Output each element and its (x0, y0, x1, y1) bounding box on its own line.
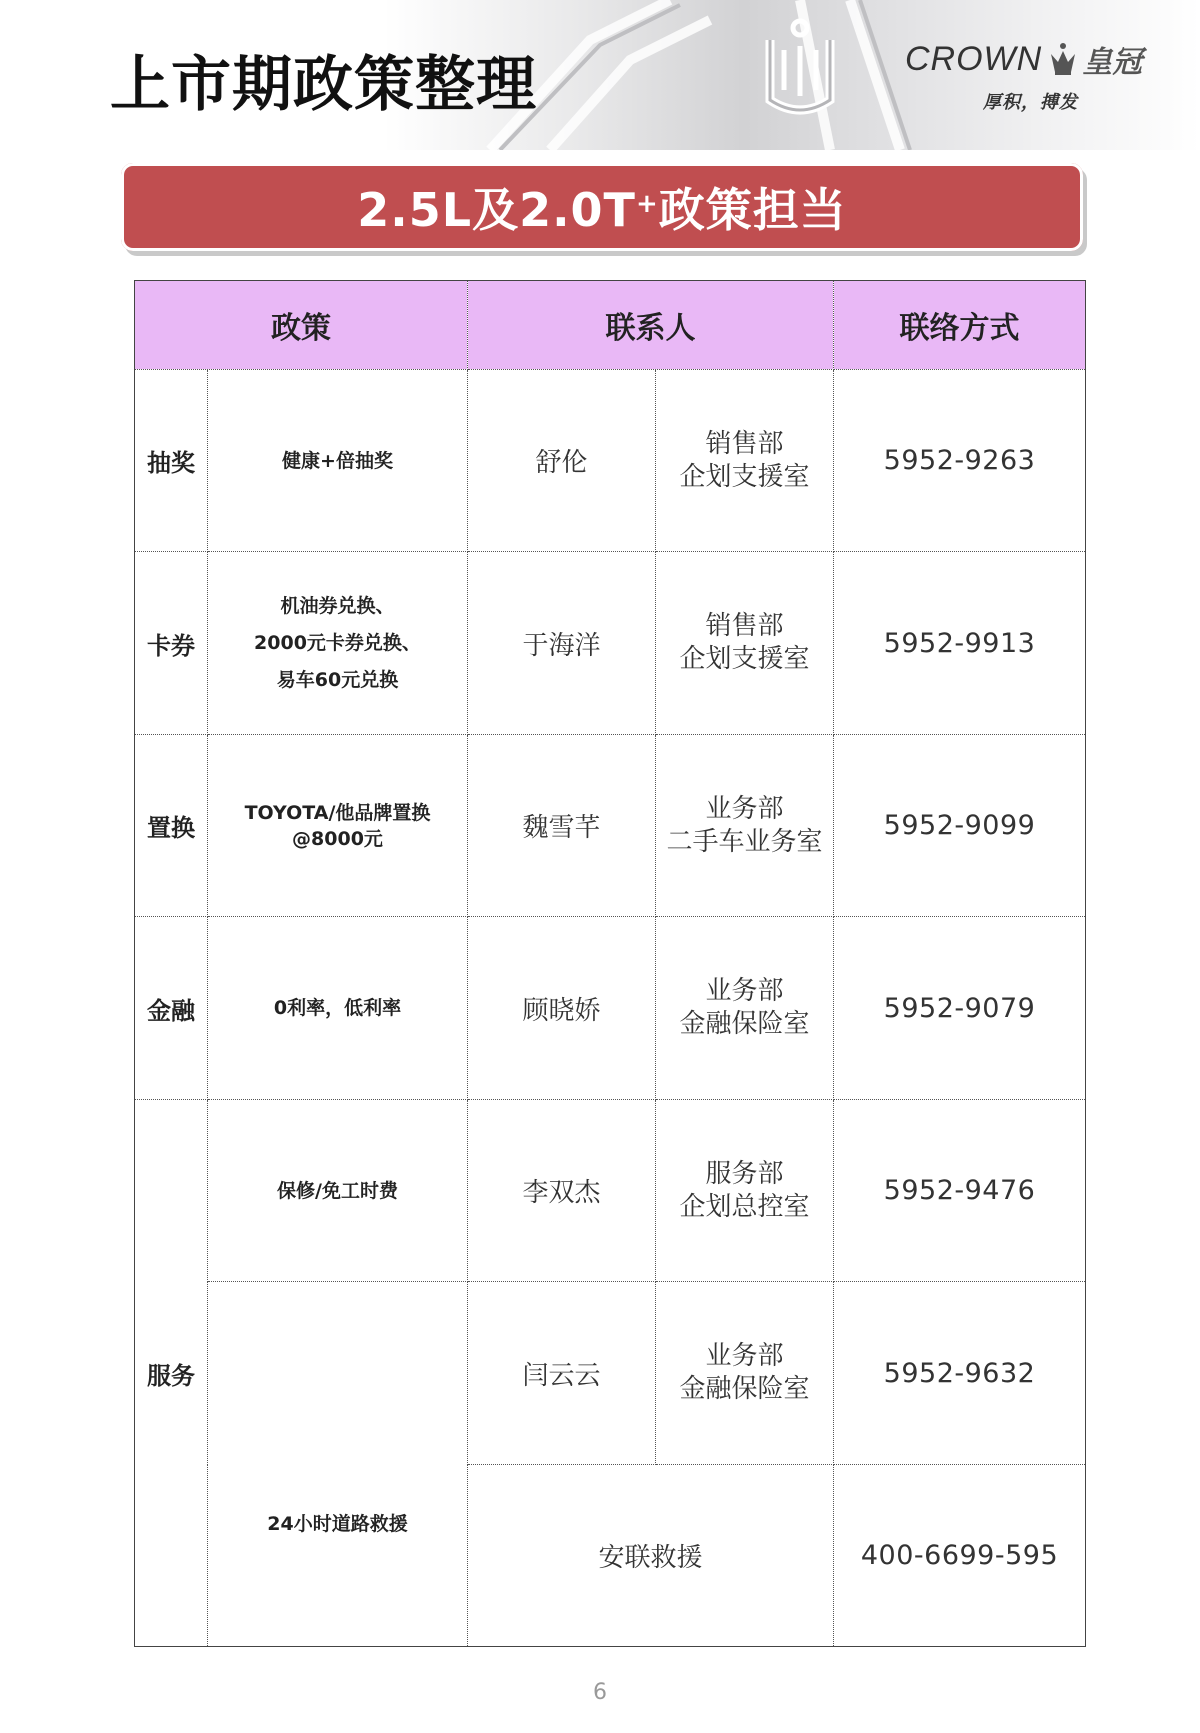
phone-cell: 5952-9079 (834, 917, 1086, 1100)
page-number: 6 (593, 1680, 607, 1705)
dept-cell: 销售部 企划支援室 (656, 370, 834, 552)
grille-emblem-icon (470, 0, 950, 150)
category-cell: 置换 (135, 735, 208, 917)
person-cell: 魏雪芊 (468, 735, 656, 917)
policy-cell: 24小时道路救援 (208, 1282, 468, 1647)
table-row (135, 370, 1086, 552)
phone-cell: 5952-9476 (834, 1100, 1086, 1282)
dept-cell: 业务部 金融保险室 (656, 1282, 834, 1465)
table-header-row (135, 281, 1086, 370)
policy-cell: 保修/免工时费 (208, 1100, 468, 1282)
section-banner (121, 163, 1083, 251)
header-policy: 政策 (135, 281, 468, 370)
phone-cell: 5952-9263 (834, 370, 1086, 552)
page-title: 上市期政策整理 (110, 50, 537, 120)
person-cell: 李双杰 (468, 1100, 656, 1282)
category-cell: 金融 (135, 917, 208, 1100)
brand-slogan: 厚积，搏发 (983, 92, 1078, 113)
brand-name: CROWN (905, 39, 1043, 78)
table-row (135, 735, 1086, 917)
policy-cell: TOYOTA/他品牌置换 @8000元 (208, 735, 468, 917)
category-cell: 服务 (135, 1100, 208, 1647)
dept-cell: 业务部 金融保险室 (656, 917, 834, 1100)
policy-table (134, 280, 1086, 1647)
dept-cell: 销售部 企划支援室 (656, 552, 834, 735)
person-cell: 舒伦 (468, 370, 656, 552)
phone-cell: 5952-9632 (834, 1282, 1086, 1465)
phone-cell: 5952-9913 (834, 552, 1086, 735)
banner-title: 2.5L及2.0T+政策担当 (357, 183, 847, 237)
table-row (135, 917, 1086, 1100)
person-cell: 顾晓娇 (468, 917, 656, 1100)
person-cell: 于海洋 (468, 552, 656, 735)
partner-cell: 安联救援 (468, 1465, 834, 1647)
header-band (0, 0, 1200, 150)
table-row (135, 1282, 1086, 1465)
header-method: 联络方式 (834, 281, 1086, 370)
table-row (135, 1100, 1086, 1282)
table-row (135, 552, 1086, 735)
phone-cell: 5952-9099 (834, 735, 1086, 917)
header-contact: 联系人 (468, 281, 834, 370)
policy-cell: 健康+倍抽奖 (208, 370, 468, 552)
brand-logo (905, 28, 1175, 118)
person-cell: 闫云云 (468, 1282, 656, 1465)
dept-cell: 服务部 企划总控室 (656, 1100, 834, 1282)
policy-cell: 机油券兑换、 2000元卡券兑换、 易车60元兑换 (208, 552, 468, 735)
crown-icon (1048, 42, 1078, 76)
phone-cell: 400-6699-595 (834, 1465, 1086, 1647)
dept-cell: 业务部 二手车业务室 (656, 735, 834, 917)
category-cell: 卡券 (135, 552, 208, 735)
category-cell: 抽奖 (135, 370, 208, 552)
brand-chinese-name: 皇冠 (1082, 45, 1143, 80)
policy-cell: 0利率，低利率 (208, 917, 468, 1100)
